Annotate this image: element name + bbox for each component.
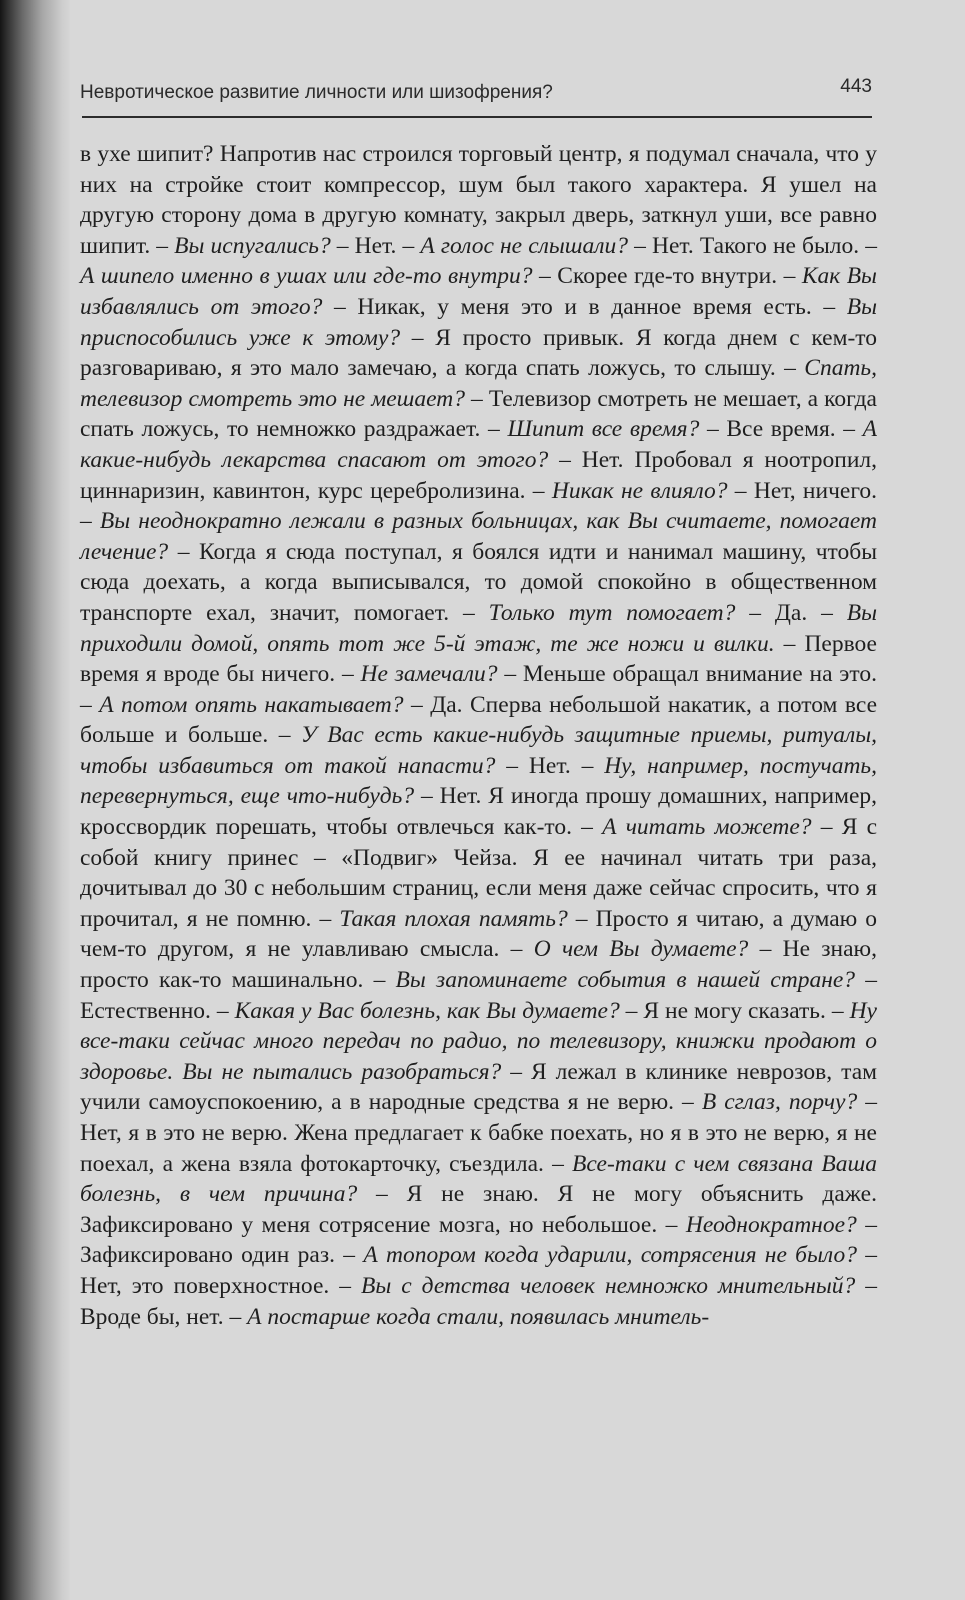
patient-answer: Не знаю, просто как-то машинально. – bbox=[80, 936, 877, 994]
interviewer-question: Как Вы избавлялись от этого? – bbox=[80, 263, 877, 320]
patient-answer: Когда я сюда поступал, я боялся идти и нанимал машину, чтобы сюда доехать, а когда выписывался, то домой спокойно в общественном транспорте ехал, значит, помогает. – bbox=[80, 538, 878, 626]
patient-answer: Нет, я в это не верю. Жена предлагает к бабке поехать, но я в это не верю, я не поехал, а жена взяла фотокарточку, съездила. – bbox=[80, 1120, 877, 1177]
interviewer-question: Вы испугались? – bbox=[174, 232, 355, 259]
patient-answer: Я не могу сказать. – bbox=[643, 997, 850, 1024]
patient-answer: Зафиксировано один раз. – bbox=[80, 1242, 364, 1269]
interviewer-question: А потом опять накатывает? – bbox=[99, 691, 431, 718]
page-number: 443 bbox=[840, 76, 872, 97]
interviewer-question: Какая у Вас болезнь, как Вы думаете? – bbox=[234, 997, 644, 1024]
interviewer-question: А постарше когда стали, появилась мнитель- bbox=[247, 1303, 710, 1330]
patient-answer: Я с собой книгу принес – «Подвиг» Чейза. Я ее начинал читать три раза, дочитывал до 30 с небольшим страниц, если меня даже сейчас спросить, что я прочитал, я не помню. – bbox=[80, 814, 877, 932]
running-title: Невротическое развитие личности или шизофрения? bbox=[80, 82, 553, 103]
patient-answer: Телевизор смотреть не мешает, а когда спать ложусь, то немножко раздражает. – bbox=[80, 385, 877, 443]
patient-answer: Я не знаю. Я не могу объяснить даже. Зафиксировано у меня сотрясение мозга, но небольшое. – bbox=[80, 1181, 877, 1238]
patient-answer: Скорее где-то внутри. – bbox=[557, 263, 802, 290]
interviewer-question: А какие-нибудь лекарства спасают от этого? – bbox=[80, 416, 877, 473]
patient-answer: Все время. – bbox=[726, 416, 863, 443]
interviewer-question: О чем Вы думаете? – bbox=[533, 936, 783, 963]
interviewer-question: А голос не слышали? – bbox=[420, 232, 652, 259]
interviewer-question: Только тут помогает? – bbox=[488, 599, 775, 626]
patient-answer: Нет. Пробовал я ноотропил, циннаризин, кавинтон, курс церебролизина. – bbox=[80, 446, 877, 504]
patient-answer: Вроде бы, нет. – bbox=[80, 1303, 248, 1330]
interviewer-question: Ну все-таки сейчас много передач по радио, по телевизору, книжки продают о здоровье. Вы не пытались разобраться? – bbox=[80, 997, 877, 1085]
patient-answer: Нет. Такого не было. – bbox=[651, 232, 878, 259]
patient-answer: Да. – bbox=[774, 599, 847, 626]
patient-answer: Нет. Я иногда прошу домашних, например, кроссвордик порешать, чтобы отвлечься как-то. – bbox=[80, 783, 878, 841]
interviewer-question: Такая плохая память? – bbox=[339, 905, 596, 932]
patient-answer: Естественно. – bbox=[80, 997, 235, 1024]
interviewer-question: А топором когда ударили, сотрясения не было? – bbox=[363, 1242, 877, 1269]
patient-answer: Нет. – bbox=[528, 752, 605, 779]
interviewer-question: Вы приходили домой, опять тот же 5-й этаж, те же ножи и вилки. – bbox=[80, 599, 877, 657]
book-spine-shadow bbox=[0, 0, 70, 1600]
patient-answer: Нет, ничего. – bbox=[80, 477, 878, 535]
interviewer-question: Вы с детства человек немножко мнительный? – bbox=[360, 1272, 877, 1299]
interviewer-question: А читать можете? – bbox=[602, 814, 842, 841]
interviewer-question: В сглаз, порчу? – bbox=[701, 1089, 877, 1116]
patient-answer: в ухе шипит? Напротив нас строился торговый центр, я подумал сначала, что у них на стройке стоит компрессор, шум был такого характера. Я ушел на другую сторону дома в другую комнату, закрыл дверь, заткнул уши, все равно шипит. – bbox=[80, 141, 877, 259]
patient-answer: Меньше обращал внимание на это. – bbox=[80, 661, 877, 718]
patient-answer: Да. Сперва небольшой накатик, а потом все больше и больше. – bbox=[80, 691, 878, 749]
interviewer-question: Никак не влияло? – bbox=[551, 477, 754, 504]
interview-paragraph bbox=[80, 139, 877, 1332]
patient-answer: Первое время я вроде бы ничего. – bbox=[80, 630, 877, 688]
interviewer-question: Шипит все время? – bbox=[507, 416, 727, 443]
header-rule bbox=[82, 116, 872, 118]
interviewer-question: Вы приспособились уже к этому? – bbox=[80, 293, 877, 351]
interviewer-question: У Вас есть какие-нибудь защитные приемы, ритуалы, чтобы избавиться от такой напасти? – bbox=[80, 722, 877, 779]
patient-answer: Нет. – bbox=[354, 232, 421, 259]
interviewer-question: Вы неоднократно лежали в разных больницах, как Вы считаете, помогает лечение? – bbox=[80, 508, 878, 565]
interviewer-question: Ну, например, постучать, перевернуться, еще что-нибудь? – bbox=[80, 752, 878, 810]
patient-answer: Никак, у меня это и в данное время есть. – bbox=[357, 293, 847, 320]
interviewer-question: Вы запоминаете события в нашей стране? – bbox=[395, 967, 878, 994]
patient-answer: Просто я читаю, а думаю о чем-то другом, я не улавливаю смысла. – bbox=[80, 905, 878, 963]
interviewer-question: Неоднократное? – bbox=[685, 1211, 877, 1238]
interviewer-question: А шипело именно в ушах или где-то внутри? – bbox=[80, 263, 558, 290]
patient-answer: Я просто привык. Я когда днем с кем-то разговариваю, я это мало замечаю, а когда спать ложусь, то слышу. – bbox=[80, 324, 878, 382]
interviewer-question: Не замечали? – bbox=[360, 661, 523, 688]
interviewer-question: Все-таки с чем связана Ваша болезнь, в чем причина? – bbox=[80, 1150, 877, 1208]
body-text bbox=[80, 139, 877, 1332]
patient-answer: Нет, это поверхностное. – bbox=[80, 1272, 361, 1299]
interviewer-question: Спать, телевизор смотреть это не мешает? – bbox=[80, 355, 877, 412]
patient-answer: Я лежал в клинике неврозов, там учили самоуспокоению, а в народные средства я не верю. – bbox=[80, 1058, 877, 1116]
